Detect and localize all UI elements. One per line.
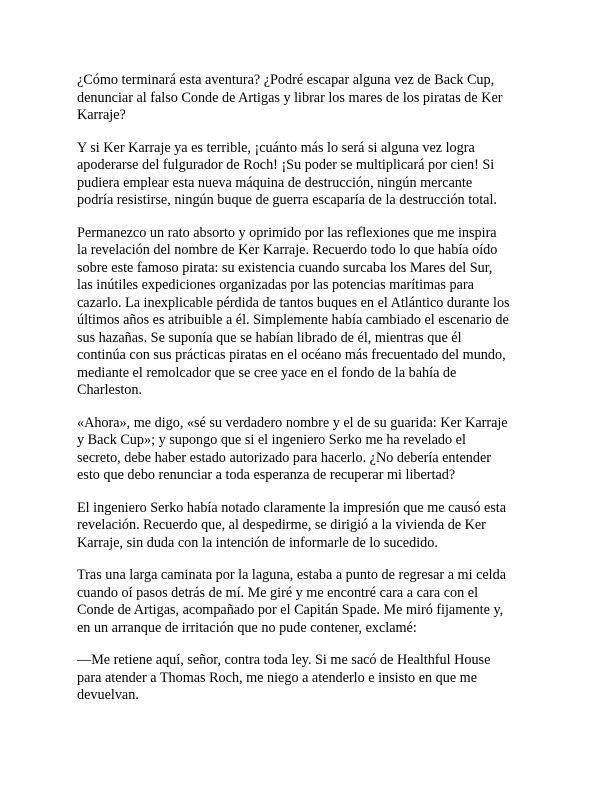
paragraph [77,140,539,210]
text-line: secreto, debe haber estado autorizado para hacerlo. ¿No debería entender [77,449,491,466]
text-line: —Me retiene aquí, señor, contra toda ley. Si me sacó de Healthful House [77,652,491,668]
text-line: sus hazañas. Se suponía que se habían librado de él, mientras que él [77,329,462,346]
paragraph [77,500,539,553]
text-line: denunciar al falso Conde de Artigas y librar los mares de los piratas de Ker [77,89,503,106]
text-line: Karraje, sin duda con la intención de informarle de lo sucedido. [77,534,438,551]
text-line: para atender a Thomas Roch, me niego a atenderlo e insisto en que me [77,669,477,686]
text-line: en un arranque de irritación que no pude contener, exclamé: [77,619,417,636]
text-line: revelación. Recuerdo que, al despedirme, se dirigió a la vivienda de Ker [77,517,486,533]
text-line: Charleston. [77,382,143,398]
text-line: Karraje? [77,107,126,123]
text-line: pudiera emplear esta nueva máquina de destrucción, ningún mercante [77,174,473,191]
text-line: El ingeniero Serko había notado claramente la impresión que me causó esta [77,499,507,516]
text-line: devuelvan. [77,687,139,703]
text-line: continúa con sus prácticas piratas en el océano más frecuentado del mundo, [77,347,506,363]
text-line: apoderarse del fulgurador de Roch! ¡Su poder se multiplicará por cien! Si [77,157,495,173]
text-line: mediante el remolcador que se cree yace en el fondo de la bahía de [77,364,457,381]
text-line: cazarlo. La inexplicable pérdida de tantos buques en el Atlántico durante los [77,294,510,311]
text-line: Conde de Artigas, acompañado por el Capitán Spade. Me miró fijamente y, [77,602,504,618]
text-line: Permanezco un rato absorto y oprimido por las reflexiones que me inspira [77,224,497,241]
paragraph [77,652,539,705]
text-line: «Ahora», me digo, «sé su verdadero nombre y el de su guarida: Ker Karraje [77,414,508,431]
text-line: ¿Cómo terminará esta aventura? ¿Podré escapar alguna vez de Back Cup, [77,72,495,88]
text-line: cuando oí pasos detrás de mí. Me giré y me encontré cara a cara con el [77,584,479,601]
document-page [77,72,539,720]
paragraph [77,225,539,400]
paragraph [77,415,539,485]
text-line: esto que debo renunciar a toda esperanza de recuperar mi libertad? [77,467,456,483]
text-line: la revelación del nombre de Ker Karraje. Recuerdo todo lo que había oído [77,242,498,258]
paragraph [77,567,539,637]
text-line: las inútiles expediciones organizadas por las potencias marítimas para [77,277,474,293]
text-line: podría resistirse, ningún buque de guerra escaparía de la destrucción total. [77,192,497,208]
text-line: Tras una larga caminata por la laguna, estaba a punto de regresar a mi celda [77,567,506,583]
text-line: Y si Ker Karraje ya es terrible, ¡cuánto más lo será si alguna vez logra [77,139,475,156]
text-line: últimos años es atribuible a él. Simplemente había cambiado el escenario de [77,312,509,328]
paragraph [77,72,539,125]
text-line: sobre este famoso pirata: su existencia cuando surcaba los Mares del Sur, [77,259,493,276]
text-line: y Back Cup»; y supongo que si el ingeniero Serko me ha revelado el [77,432,466,448]
